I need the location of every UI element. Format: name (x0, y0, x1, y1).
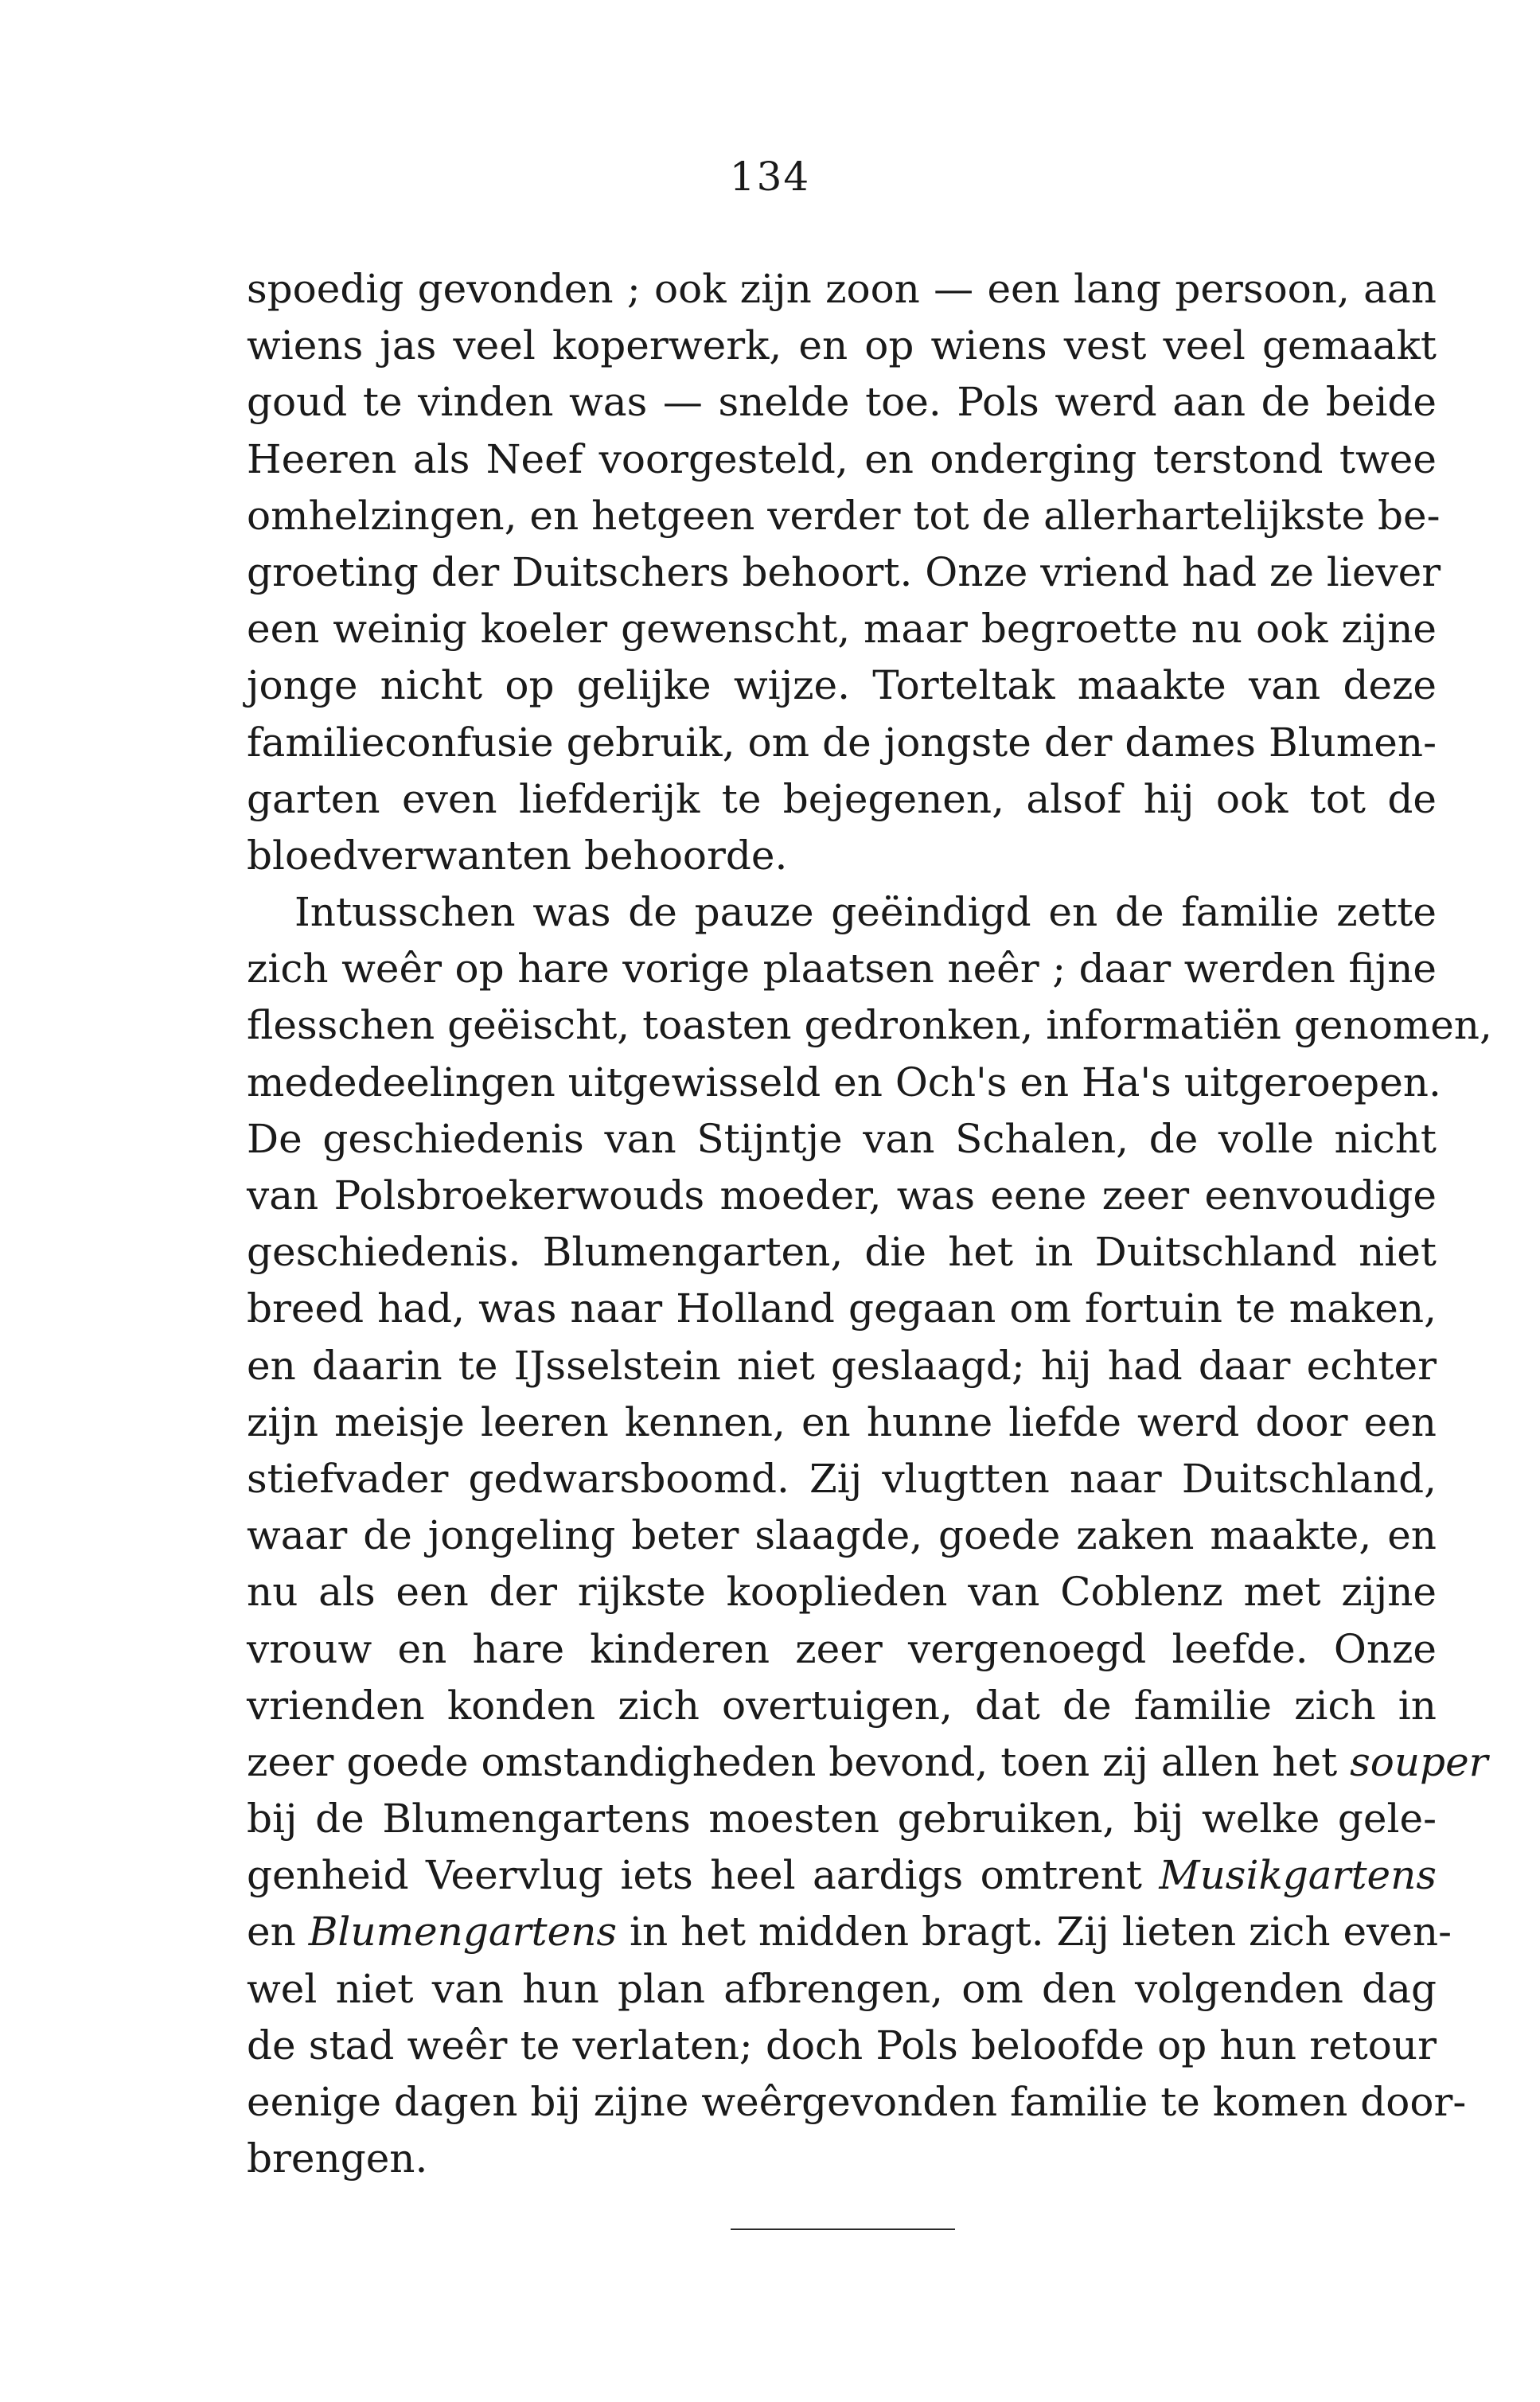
text-line: genheid Veervlug iets heel aardigs omtrent Musikgartens (247, 1852, 1437, 1899)
text-line: stiefvader gedwarsboomd. Zij vlugtten naar Duitschland, (247, 1455, 1437, 1502)
text-line: mededeelingen uitgewisseld en Och's en Ha's uitgeroepen. (247, 1059, 1441, 1105)
text-line: De geschiedenis van Stijntje van Schalen, de volle nicht (247, 1115, 1437, 1162)
text-line: nu als een der rijkste kooplieden van Coblenz met zijne (247, 1569, 1437, 1616)
text-line: een weinig koeler gewenscht, maar begroette nu ook zijne (247, 606, 1437, 653)
text-line: groeting der Duitschers behoort. Onze vriend had ze liever (247, 548, 1441, 595)
text-line: waar de jongeling beter slaagde, goede zaken maakte, en (247, 1512, 1437, 1559)
text-line: omhelzingen, en hetgeen verder tot de allerhartelijkste be- (247, 492, 1441, 539)
text-line: zich weêr op hare vorige plaatsen neêr ; daar werden fijne (247, 946, 1437, 992)
text-line: goud te vinden was — snelde toe. Pols werd aan de beide (247, 379, 1437, 426)
text-line: wel niet van hun plan afbrengen, om den volgenden dag (247, 1965, 1437, 2012)
text-line: jonge nicht op gelijke wijze. Torteltak maakte van deze (247, 662, 1437, 709)
text-line: familieconfusie gebruik, om de jongste der dames Blumen- (247, 719, 1437, 766)
text-line: zeer goede omstandigheden bevond, toen zij allen het souper (247, 1738, 1488, 1785)
text-line: bloedverwanten behoorde. (247, 832, 788, 879)
text-line: spoedig gevonden ; ook zijn zoon — een lang persoon, aan (247, 266, 1437, 312)
text-line: en daarin te IJsselstein niet geslaagd; hij had daar echter (247, 1342, 1437, 1389)
text-line: breed had, was naar Holland gegaan om fortuin te maken, (247, 1285, 1437, 1332)
section-divider (731, 2228, 955, 2230)
text-line: de stad weêr te verlaten; doch Pols beloofde op hun retour (247, 2022, 1437, 2069)
text-line: bij de Blumengartens moesten gebruiken, bij welke gele- (247, 1796, 1437, 1842)
text-line: wiens jas veel koperwerk, en op wiens vest veel gemaakt (247, 322, 1437, 369)
text-line: Intusschen was de pauze geëindigd en de familie zette (294, 889, 1437, 936)
text-line: eenige dagen bij zijne weêrgevonden familie te komen door- (247, 2079, 1467, 2125)
page-number: 134 (729, 154, 811, 200)
text-line: zijn meisje leeren kennen, en hunne liefde werd door een (247, 1398, 1437, 1445)
text-line: geschiedenis. Blumengarten, die het in Duitschland niet (247, 1229, 1437, 1276)
text-line: vrienden konden zich overtuigen, dat de familie zich in (247, 1682, 1437, 1729)
text-line: vrouw en hare kinderen zeer vergenoegd leefde. Onze (247, 1625, 1437, 1672)
page-text (247, 261, 1492, 2187)
text-line: Heeren als Neef voorgesteld, en onderging terstond twee (247, 435, 1437, 482)
text-line: en Blumengartens in het midden bragt. Zij lieten zich even- (247, 1909, 1452, 1956)
text-line: van Polsbroekerwouds moeder, was eene zeer eenvoudige (247, 1172, 1437, 1219)
text-line: garten even liefderijk te bejegenen, alsof hij ook tot de (247, 775, 1437, 822)
text-line: flesschen geëischt, toasten gedronken, informatiën genomen, (247, 1002, 1492, 1049)
text-line: brengen. (247, 2135, 428, 2182)
